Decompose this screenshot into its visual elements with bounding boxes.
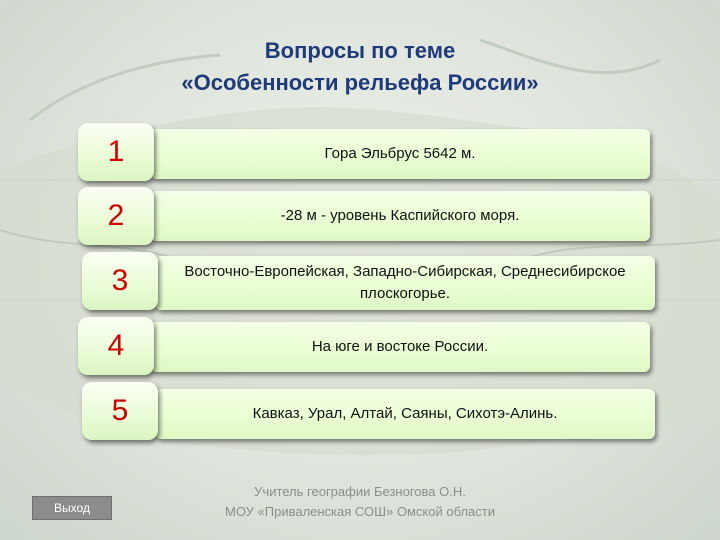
answer-text-1: Гора Эльбрус 5642 м.: [324, 145, 476, 162]
number-button-5[interactable]: [82, 382, 158, 440]
answer-text-4: На юге и востоке России.: [311, 338, 489, 355]
number-label-1: 1: [107, 135, 125, 168]
answer-bar-1: [150, 129, 650, 179]
number-button-3[interactable]: [82, 252, 158, 310]
answer-bar-5: [155, 389, 655, 439]
answer-bar-4: [150, 322, 650, 372]
number-button-2[interactable]: [78, 187, 154, 245]
author-line: Учитель географии Безногова О.Н.: [254, 484, 466, 499]
number-label-2: 2: [107, 199, 125, 232]
exit-button-label: Выход: [54, 501, 90, 515]
number-label-3: 3: [111, 264, 129, 297]
number-label-4: 4: [107, 329, 125, 362]
page-title-line1: Вопросы по теме: [264, 38, 456, 63]
answer-text-3: Восточно-Европейская, Западно-Сибирская, Среднесибирское плоскогорье.: [184, 263, 626, 302]
page-title-line2: «Особенности рельефа России»: [181, 70, 539, 95]
exit-button[interactable]: [32, 496, 112, 520]
answer-text-5: Кавказ, Урал, Алтай, Саяны, Сихотэ-Алинь.: [252, 405, 558, 422]
school-line: МОУ «Приваленская СОШ» Омской области: [224, 504, 495, 519]
number-button-1[interactable]: [78, 123, 154, 181]
number-button-4[interactable]: [78, 317, 154, 375]
answer-bar-3: [155, 256, 655, 310]
number-label-5: 5: [111, 394, 129, 427]
answer-text-2: -28 м - уровень Каспийского моря.: [280, 207, 520, 224]
answer-bar-2: [150, 191, 650, 241]
